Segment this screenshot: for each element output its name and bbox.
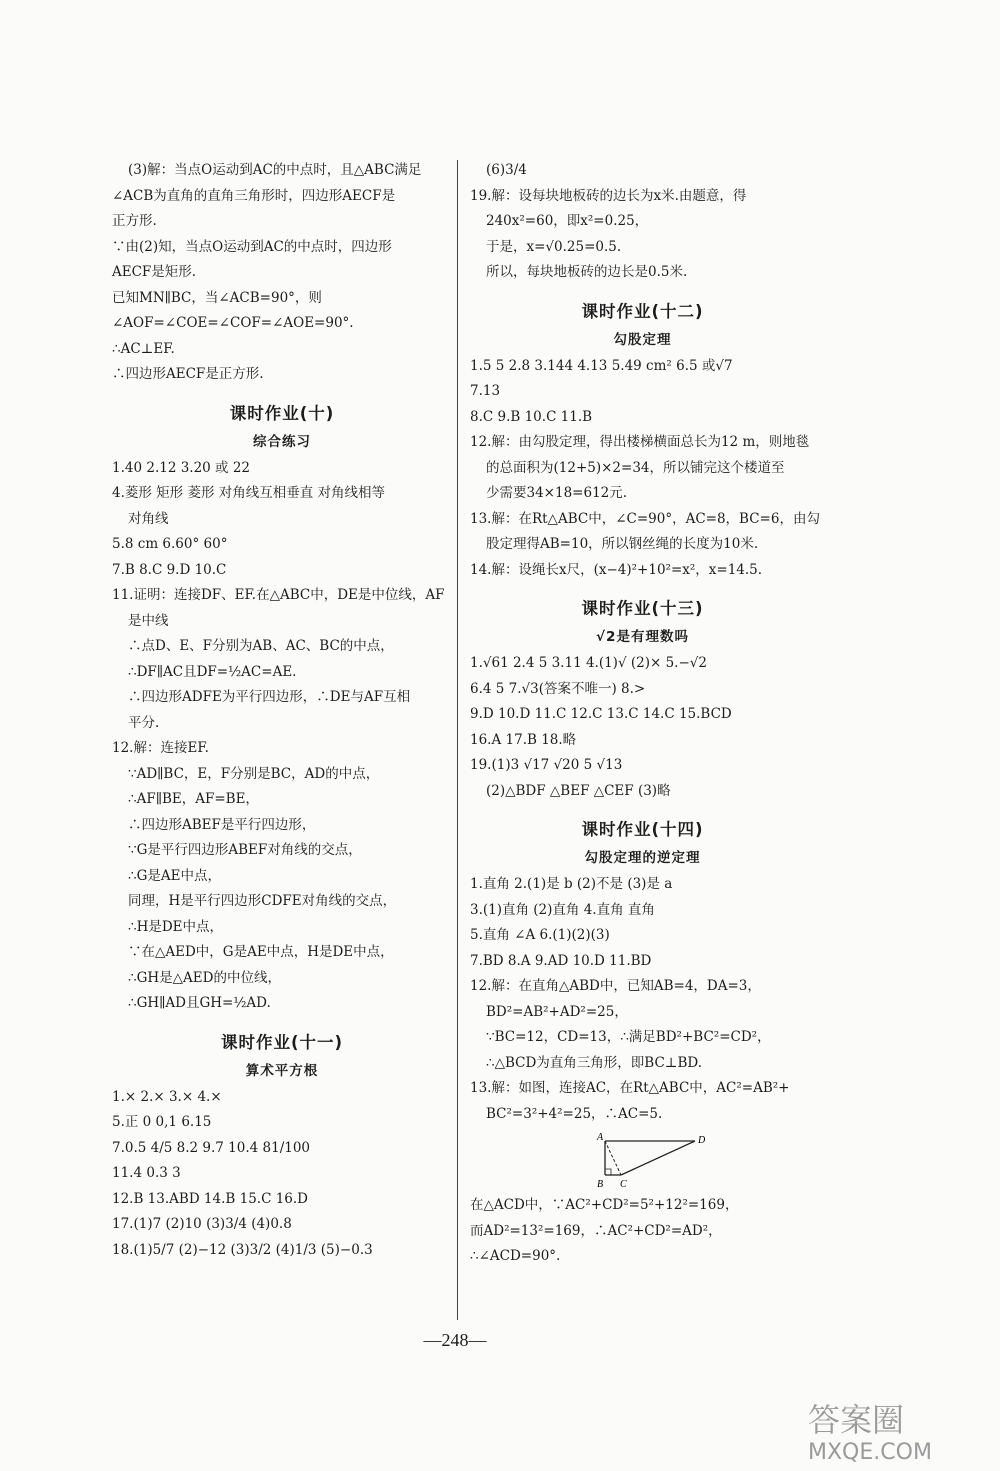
text-line: 17.(1)7 (2)10 (3)3/4 (4)0.8 <box>112 1216 292 1232</box>
section-subtitle: √2是有理数吗 <box>596 629 689 645</box>
text-line: ∠AOF=∠COE=∠COF=∠AOE=90°. <box>112 315 354 331</box>
text-line: 19.(1)3 √17 √20 5 √13 <box>470 757 623 773</box>
text-line: ∴∠ACD=90°. <box>470 1248 561 1264</box>
text-line: ∴点D、E、F分别为AB、AC、BC的中点， <box>128 638 394 654</box>
text-line: 13.解：在Rt△ABC中，∠C=90°，AC=8，BC=6，由勾 <box>470 510 820 527</box>
text-line: 对角线 <box>128 510 169 527</box>
right-angle-mark <box>605 1169 611 1175</box>
vertex-a-label: A <box>597 1132 604 1143</box>
vertex-c-label: C <box>620 1179 627 1190</box>
text-line: 9.D 10.D 11.C 12.C 13.C 14.C 15.BCD <box>470 706 732 722</box>
text-line: ∴四边形ABEF是平行四边形， <box>128 816 316 833</box>
text-line: 12.解：在直角△ABD中，已知AB=4，DA=3， <box>470 978 761 994</box>
answers-block <box>470 1193 815 1270</box>
answers-block <box>470 872 815 1127</box>
text-line: 16.A 17.B 18.略 <box>470 731 577 748</box>
text-line: 1.5 5 2.8 3.144 4.13 5.49 cm² 6.5 或√7 <box>470 357 733 374</box>
section-subtitle: 勾股定理 <box>613 331 672 348</box>
text-line: BD²=AB²+AD²=25， <box>486 1003 628 1020</box>
text-line: 于是，x=√0.25=0.5. <box>486 238 622 255</box>
text-line: ∴△BCD为直角三角形，即BC⊥BD. <box>486 1054 703 1071</box>
section-subtitle: 算术平方根 <box>245 1062 319 1079</box>
section-title: 课时作业(十二) <box>581 301 704 321</box>
text-line: 11.4 0.3 3 <box>112 1165 181 1181</box>
text-line: 是中线 <box>128 612 169 629</box>
text-line: 正方形. <box>112 213 157 229</box>
text-line: 7.0.5 4/5 8.2 9.7 10.4 81/100 <box>112 1139 311 1156</box>
text-line: 的总面积为(12+5)×2=34，所以铺完这个楼道至 <box>486 459 785 476</box>
right-column <box>470 158 820 1270</box>
text-line: ∠ACB为直角的直角三角形时，四边形AECF是 <box>112 187 396 204</box>
text-line: 1.× 2.× 3.× 4.× <box>112 1088 222 1105</box>
text-line: 少需要34×18=612元. <box>486 485 628 501</box>
text-line: 同理，H是平行四边形CDFE对角线的交点， <box>128 893 397 909</box>
continuation-block <box>470 158 815 286</box>
text-line: 已知MN∥BC，当∠ACB=90°，则 <box>112 289 322 306</box>
text-line: 19.解：设每块地板砖的边长为x米.由题意，得 <box>470 187 747 204</box>
edge-cd <box>621 1141 695 1175</box>
text-line: 5.8 cm 6.60° 60° <box>112 536 228 552</box>
page-number: —248— <box>423 1330 487 1350</box>
text-line: 6.4 5 7.√3(答案不唯一) 8.> <box>470 680 646 697</box>
text-line: ∴DF∥AC且DF=½AC=AE. <box>128 663 297 680</box>
watermark-logo <box>800 1395 1000 1465</box>
text-line: ∵在△AED中，G是AE中点，H是DE中点， <box>128 944 394 960</box>
text-line: ∴四边形ADFE为平行四边形，∴DE与AF互相 <box>128 689 411 705</box>
text-line: 5.正 0 0,1 6.15 <box>112 1114 212 1130</box>
left-column <box>112 158 452 1263</box>
answers-block <box>112 456 452 1017</box>
text-line: ∴H是DE中点， <box>128 918 224 935</box>
text-line: 12.解：由勾股定理，得出楼梯横面总长为12 m，则地毯 <box>470 434 810 450</box>
text-line: 所以，每块地板砖的边长是0.5米. <box>486 264 688 280</box>
watermark-cn-text: 答案圈 <box>808 1401 905 1439</box>
text-line: 股定理得AB=10，所以钢丝绳的长度为10米. <box>486 536 759 552</box>
text-line: ∴四边形AECF是正方形. <box>112 366 264 382</box>
text-line: ∴AC⊥EF. <box>112 340 175 357</box>
answers-block <box>112 1085 452 1264</box>
text-line: 平分. <box>128 714 160 731</box>
section-subtitle: 综合练习 <box>253 433 311 450</box>
text-line: 8.C 9.B 10.C 11.B <box>470 408 593 425</box>
text-line: 240x²=60，即x²=0.25， <box>486 213 649 229</box>
text-line: 5.直角 ∠A 6.(1)(2)(3) <box>470 927 610 943</box>
text-line: ∴AF∥BE，AF=BE， <box>128 791 259 807</box>
column-divider <box>457 160 458 1320</box>
text-line: (6)3/4 <box>486 162 527 178</box>
text-line: 7.BD 8.A 9.AD 10.D 11.BD <box>470 952 652 969</box>
vertex-d-label: D <box>698 1135 706 1146</box>
text-line: 4.菱形 矩形 菱形 对角线互相垂直 对角线相等 <box>112 485 386 501</box>
text-line: ∴GH∥AD且GH=½AD. <box>128 995 271 1011</box>
text-line: 18.(1)5/7 (2)−12 (3)3/2 (4)1/3 (5)−0.3 <box>112 1241 373 1258</box>
answers-block <box>470 354 820 584</box>
watermark-en-text: MXQE.COM <box>808 1440 932 1465</box>
vertex-b-label: B <box>597 1179 604 1190</box>
text-line: 12.B 13.ABD 14.B 15.C 16.D <box>112 1190 309 1207</box>
text-line: ∵AD∥BC，E，F分别是BC，AD的中点， <box>128 765 380 782</box>
text-line: 14.解：设绳长x尺，(x−4)²+10²=x²，x=14.5. <box>470 561 763 578</box>
section-title: 课时作业(十三) <box>581 599 704 618</box>
section-subtitle: 勾股定理的逆定理 <box>584 850 701 866</box>
section-title: 课时作业(十一) <box>220 1032 344 1052</box>
quadrilateral-figure <box>595 1131 715 1191</box>
text-line: (3)解：当点O运动到AC的中点时，且△ABC满足 <box>128 162 422 178</box>
text-line: ∵BC=12，CD=13，∴满足BD²+BC²=CD²， <box>486 1029 771 1045</box>
text-line: 7.13 <box>470 383 501 399</box>
text-line: 11.证明：连接DF、EF.在△ABC中，DE是中位线，AF <box>112 587 445 603</box>
text-line: 1.40 2.12 3.20 或 22 <box>112 459 251 476</box>
text-line: 1.直角 2.(1)是 b (2)不是 (3)是 a <box>470 876 673 892</box>
text-line: ∴G是AE中点， <box>128 867 221 884</box>
text-line: 7.B 8.C 9.D 10.C <box>112 561 227 578</box>
text-line: 在△ACD中，∵AC²+CD²=5²+12²=169， <box>470 1197 739 1213</box>
text-line: 12.解：连接EF. <box>112 740 209 756</box>
text-line: ∵由(2)知，当点O运动到AC的中点时，四边形 <box>112 238 392 255</box>
text-line: (2)△BDF △BEF △CEF (3)略 <box>486 782 671 799</box>
text-line: ∵G是平行四边形ABEF对角线的交点， <box>128 842 362 858</box>
text-line: 13.解：如图，连接AC，在Rt△ABC中，AC²=AB²+ <box>470 1080 790 1096</box>
text-line: 1.√61 2.4 5 3.11 4.(1)√ (2)× 5.−√2 <box>470 655 707 671</box>
intro-block <box>112 158 452 388</box>
text-line: 而AD²=13²=169，∴AC²+CD²=AD²， <box>470 1222 722 1239</box>
diagonal-ac <box>605 1141 621 1175</box>
text-line: 3.(1)直角 (2)直角 4.直角 直角 <box>470 901 655 918</box>
text-line: AECF是矩形. <box>112 264 197 280</box>
answers-block <box>470 651 815 804</box>
section-title: 课时作业(十四) <box>581 820 704 839</box>
text-line: ∴GH是△AED的中位线， <box>128 969 281 986</box>
section-title: 课时作业(十) <box>229 403 335 423</box>
text-line: BC²=3²+4²=25，∴AC=5. <box>486 1105 663 1122</box>
